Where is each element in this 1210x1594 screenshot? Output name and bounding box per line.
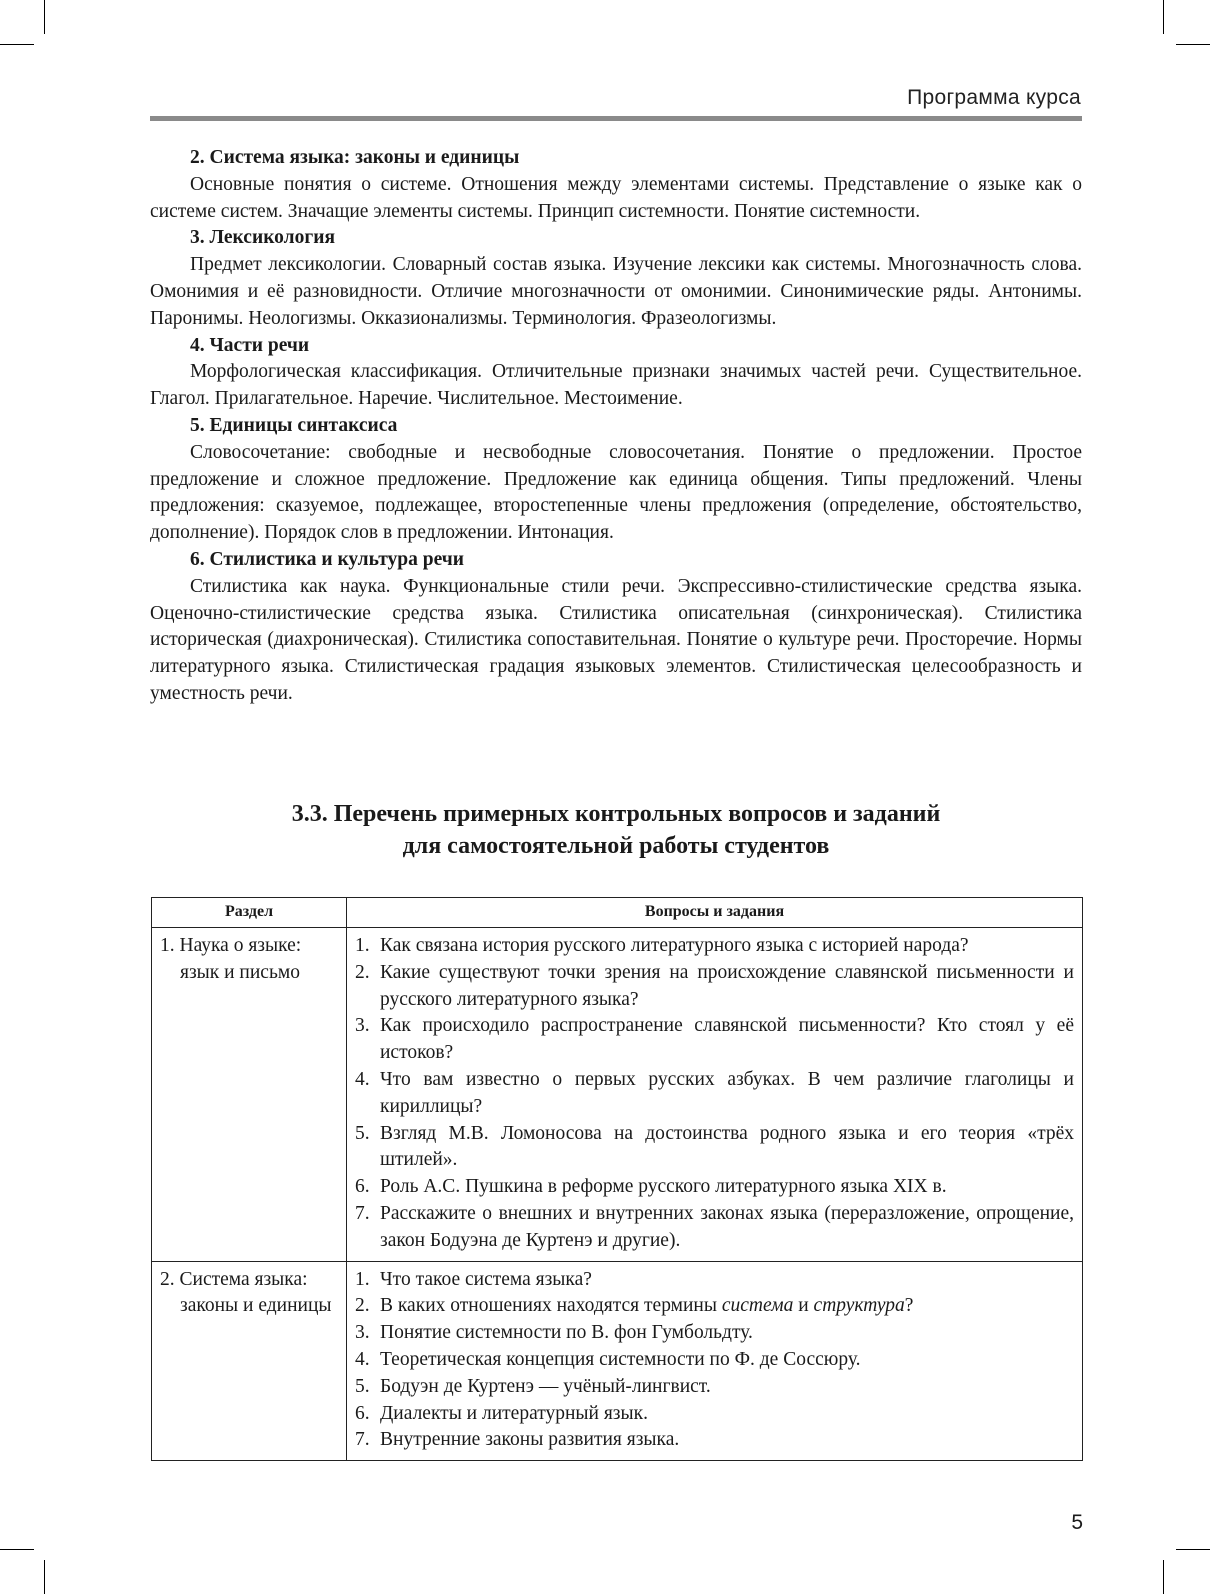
question-text: Что вам известно о первых русских азбуках. В чем различие глаголицы и кириллицы? xyxy=(380,1068,1074,1117)
topic-heading: 2. Система языка: законы и единицы xyxy=(190,147,520,168)
topic-text: Морфологическая классификация. Отличительные признаки значимых частей речи. Существительное. Глагол. Прилагательное. Наречие. Числительное. Местоимение. xyxy=(150,361,1082,410)
question-item xyxy=(355,1427,1074,1454)
question-number: 6. xyxy=(355,1176,370,1198)
page-number: 5 xyxy=(1071,1511,1083,1534)
section-name: 1. Наука о языке: язык и письмо xyxy=(160,935,302,983)
table-header-row xyxy=(152,898,1083,928)
question-item xyxy=(355,960,1074,1014)
question-text: Роль А.С. Пушкина в реформе русского литературного языка XIX в. xyxy=(380,1176,947,1198)
question-item xyxy=(355,1374,1074,1401)
term-italic: система xyxy=(721,1295,794,1317)
question-number: 7. xyxy=(355,1429,370,1451)
question-item xyxy=(355,933,1074,960)
question-number: 5. xyxy=(355,1375,370,1397)
section-name: 2. Система языка: законы и единицы xyxy=(160,1268,332,1317)
question-item xyxy=(355,1347,1074,1374)
section-title-line: для самостоятельной работы студентов xyxy=(402,833,830,859)
topic-text: Предмет лексикологии. Словарный состав языка. Изучение лексики как системы. Многозначность слова. Омонимия и её разновидности. Отличие многозначности от омонимии. Синонимические ряды. Антонимы. Паронимы. Неологизмы. Окказионализмы. Терминология. Фразеологизмы. xyxy=(150,254,1082,329)
question-number: 2. xyxy=(355,1295,370,1317)
question-item xyxy=(355,1293,1074,1320)
question-item xyxy=(355,1013,1074,1067)
question-list xyxy=(355,933,1074,1255)
column-header-section: Раздел xyxy=(152,898,347,928)
question-number: 3. xyxy=(355,1322,370,1344)
question-text: Как происходило распространение славянской письменности? Кто стоял у её истоков? xyxy=(380,1015,1074,1064)
question-text: Взгляд М.В. Ломоносова на достоинства родного языка и его теория «трёх штилей». xyxy=(380,1122,1074,1171)
section-cell xyxy=(152,928,347,1262)
question-number: 1. xyxy=(355,1268,370,1290)
question-text: В каких отношениях находятся термины xyxy=(380,1295,722,1317)
topic-heading: 5. Единицы синтаксиса xyxy=(190,414,398,436)
crop-mark xyxy=(0,1549,34,1550)
question-text: Бодуэн де Куртенэ — учёный-лингвист. xyxy=(380,1375,711,1397)
question-item xyxy=(355,1401,1074,1428)
question-text: Теоретическая концепция системности по Ф. де Соссюру. xyxy=(380,1348,861,1370)
question-text: Что такое система языка? xyxy=(380,1268,592,1290)
question-text: Как связана история русского литературного языка с историей народа? xyxy=(380,935,969,956)
question-item xyxy=(355,1320,1074,1347)
question-number: 2. xyxy=(355,961,370,983)
topic-heading: 6. Стилистика и культура речи xyxy=(190,548,464,570)
topic-text: Стилистика как наука. Функциональные стили речи. Экспрессивно-стилистические средства языка. Оценочно-стилистические средства языка. Стилистика описательная (синхроническая). Стилистика историческая (диахроническая). Стилистика сопоставительная. Понятие о культуре речи. Просторечие. Нормы литературного языка. Стилистическая градация языковых элементов. Стилистическая целесообразность и уместность речи. xyxy=(150,575,1082,704)
table-body xyxy=(152,928,1083,1461)
question-item xyxy=(355,1267,1074,1294)
questions-table xyxy=(151,897,1083,1461)
questions-cell xyxy=(347,928,1083,1262)
question-text: Внутренние законы развития языка. xyxy=(380,1429,680,1451)
question-number: 3. xyxy=(355,1015,370,1037)
question-number: 6. xyxy=(355,1402,370,1424)
question-text: Диалекты и литературный язык. xyxy=(380,1402,648,1424)
running-head: Программа курса xyxy=(907,86,1081,109)
crop-mark xyxy=(1163,0,1164,34)
course-program-text xyxy=(150,145,1082,708)
header-rule xyxy=(150,116,1082,121)
question-text: Понятие системности по В. фон Гумбольдту. xyxy=(380,1322,753,1344)
crop-mark xyxy=(44,0,45,34)
topic-text: Основные понятия о системе. Отношения между элементами системы. Представление о языке как о системе систем. Значащие элементы системы. Принцип системности. Понятие системности. xyxy=(150,173,1082,222)
question-item xyxy=(355,1201,1074,1255)
question-number: 5. xyxy=(355,1122,370,1144)
table-row xyxy=(152,928,1083,1262)
question-number: 4. xyxy=(355,1068,370,1090)
crop-mark xyxy=(1176,44,1210,45)
crop-mark xyxy=(1176,1549,1210,1550)
section-cell xyxy=(152,1261,347,1461)
section-title-line: 3.3. Перечень примерных контрольных вопросов и заданий xyxy=(291,801,941,827)
question-number: 1. xyxy=(355,935,370,956)
question-item xyxy=(355,1121,1074,1175)
question-text: и xyxy=(793,1295,814,1317)
question-item xyxy=(355,1174,1074,1201)
question-text: Какие существуют точки зрения на происхождение славянской письменности и русского литературного языка? xyxy=(380,961,1074,1010)
question-text: ? xyxy=(904,1295,914,1317)
topic-heading: 4. Части речи xyxy=(190,334,310,356)
questions-cell xyxy=(347,1261,1083,1461)
question-text: Расскажите о внешних и внутренних законах языка (переразложение, опрощение, закон Бодуэна де Куртенэ и другие). xyxy=(380,1202,1074,1251)
crop-mark xyxy=(0,44,34,45)
topic-text: Словосочетание: свободные и несвободные словосочетания. Понятие о предложении. Простое предложение и сложное предложение. Предложение как единица общения. Типы предложений. Члены предложения: сказуемое, подлежащее, второстепенные члены предложения (определение, обстоятельство, дополнение). Порядок слов в предложении. Интонация. xyxy=(150,441,1082,544)
term-italic: структура xyxy=(813,1295,905,1317)
crop-mark xyxy=(1163,1560,1164,1594)
topic-heading: 3. Лексикология xyxy=(190,227,335,249)
question-number: 7. xyxy=(355,1202,370,1224)
crop-mark xyxy=(44,1560,45,1594)
table-row xyxy=(152,1261,1083,1461)
section-title xyxy=(150,798,1082,862)
question-item xyxy=(355,1067,1074,1121)
column-header-questions: Вопросы и задания xyxy=(347,898,1083,928)
question-list xyxy=(355,1267,1074,1455)
question-number: 4. xyxy=(355,1348,370,1370)
